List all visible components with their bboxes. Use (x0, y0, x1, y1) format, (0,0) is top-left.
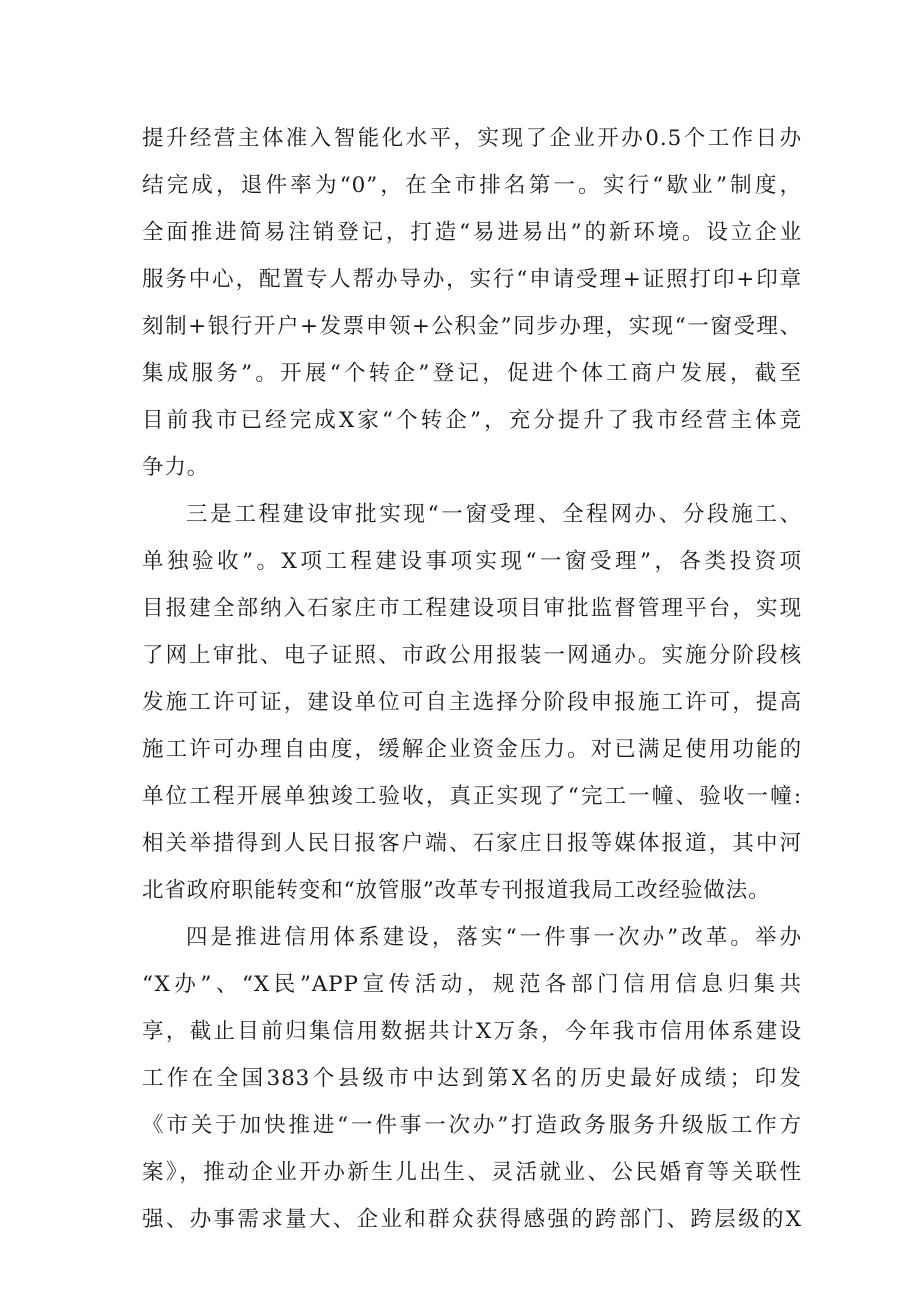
paragraph-3-line-3: 享，截止目前归集信用数据共计X万条，今年我市信用体系建设 (142, 1019, 802, 1044)
paragraph-2-line-4: 了网上审批、电子证照、市政公用报装一网通办。实施分阶段核 (142, 643, 802, 668)
paragraph-2-line-9: 北省政府职能转变和“放管服”改革专刊报道我局工改经验做法。 (142, 878, 771, 903)
paragraph-2-line-8: 相关举措得到人民日报客户端、石家庄日报等媒体报道，其中河 (142, 831, 802, 856)
paragraph-2-line-7: 单位工程开展单独竣工验收，真正实现了“完工一幢、验收一幢: (142, 784, 802, 809)
paragraph-2-line-1: 三是工程建设审批实现“一窗受理、全程网办、分段施工、 (186, 502, 802, 527)
paragraph-3-line-4: 工作在全国383个县级市中达到第X名的历史最好成绩；印发 (142, 1066, 802, 1091)
paragraph-3-line-1: 四是推进信用体系建设，落实“一件事一次办”改革。举办 (186, 925, 802, 950)
paragraph-3-line-2: “X办”、“X民”APP宣传活动，规范各部门信用信息归集共 (142, 972, 802, 997)
paragraph-2-line-6: 施工许可办理自由度，缓解企业资金压力。对已满足使用功能的 (142, 737, 802, 762)
paragraph-3-line-5: 《市关于加快推进“一件事一次办”打造政务服务升级版工作方 (142, 1113, 802, 1138)
paragraph-1-line-8: 争力。 (142, 455, 210, 480)
paragraph-1-line-6: 集成服务”。开展“个转企”登记，促进个体工商户发展，截至 (142, 361, 802, 386)
paragraph-2-line-2: 单独验收”。X项工程建设事项实现“一窗受理”，各类投资项 (142, 549, 802, 574)
paragraph-1-line-5: 刻制+银行开户+发票申领+公积金”同步办理，实现“一窗受理、 (142, 314, 802, 339)
paragraph-2-line-5: 发施工许可证，建设单位可自主选择分阶段申报施工许可，提高 (142, 690, 802, 715)
paragraph-1-line-7: 目前我市已经完成X家“个转企”，充分提升了我市经营主体竞 (142, 408, 802, 433)
paragraph-1-line-3: 全面推进简易注销登记，打造“易进易出”的新环境。设立企业 (142, 220, 802, 245)
paragraph-3-line-7: 强、办事需求量大、企业和群众获得感强的跨部门、跨层级的X (142, 1207, 802, 1232)
paragraph-1-line-1: 提升经营主体准入智能化水平，实现了企业开办0.5个工作日办 (142, 126, 802, 151)
paragraph-3-line-6: 案》，推动企业开办新生儿出生、灵活就业、公民婚育等关联性 (142, 1160, 802, 1185)
paragraph-2-line-3: 目报建全部纳入石家庄市工程建设项目审批监督管理平台，实现 (142, 596, 802, 621)
paragraph-1-line-2: 结完成，退件率为“0”，在全市排名第一。实行“歇业”制度， (142, 173, 802, 198)
paragraph-1-line-4: 服务中心，配置专人帮办导办，实行“申请受理+证照打印+印章 (142, 267, 802, 292)
